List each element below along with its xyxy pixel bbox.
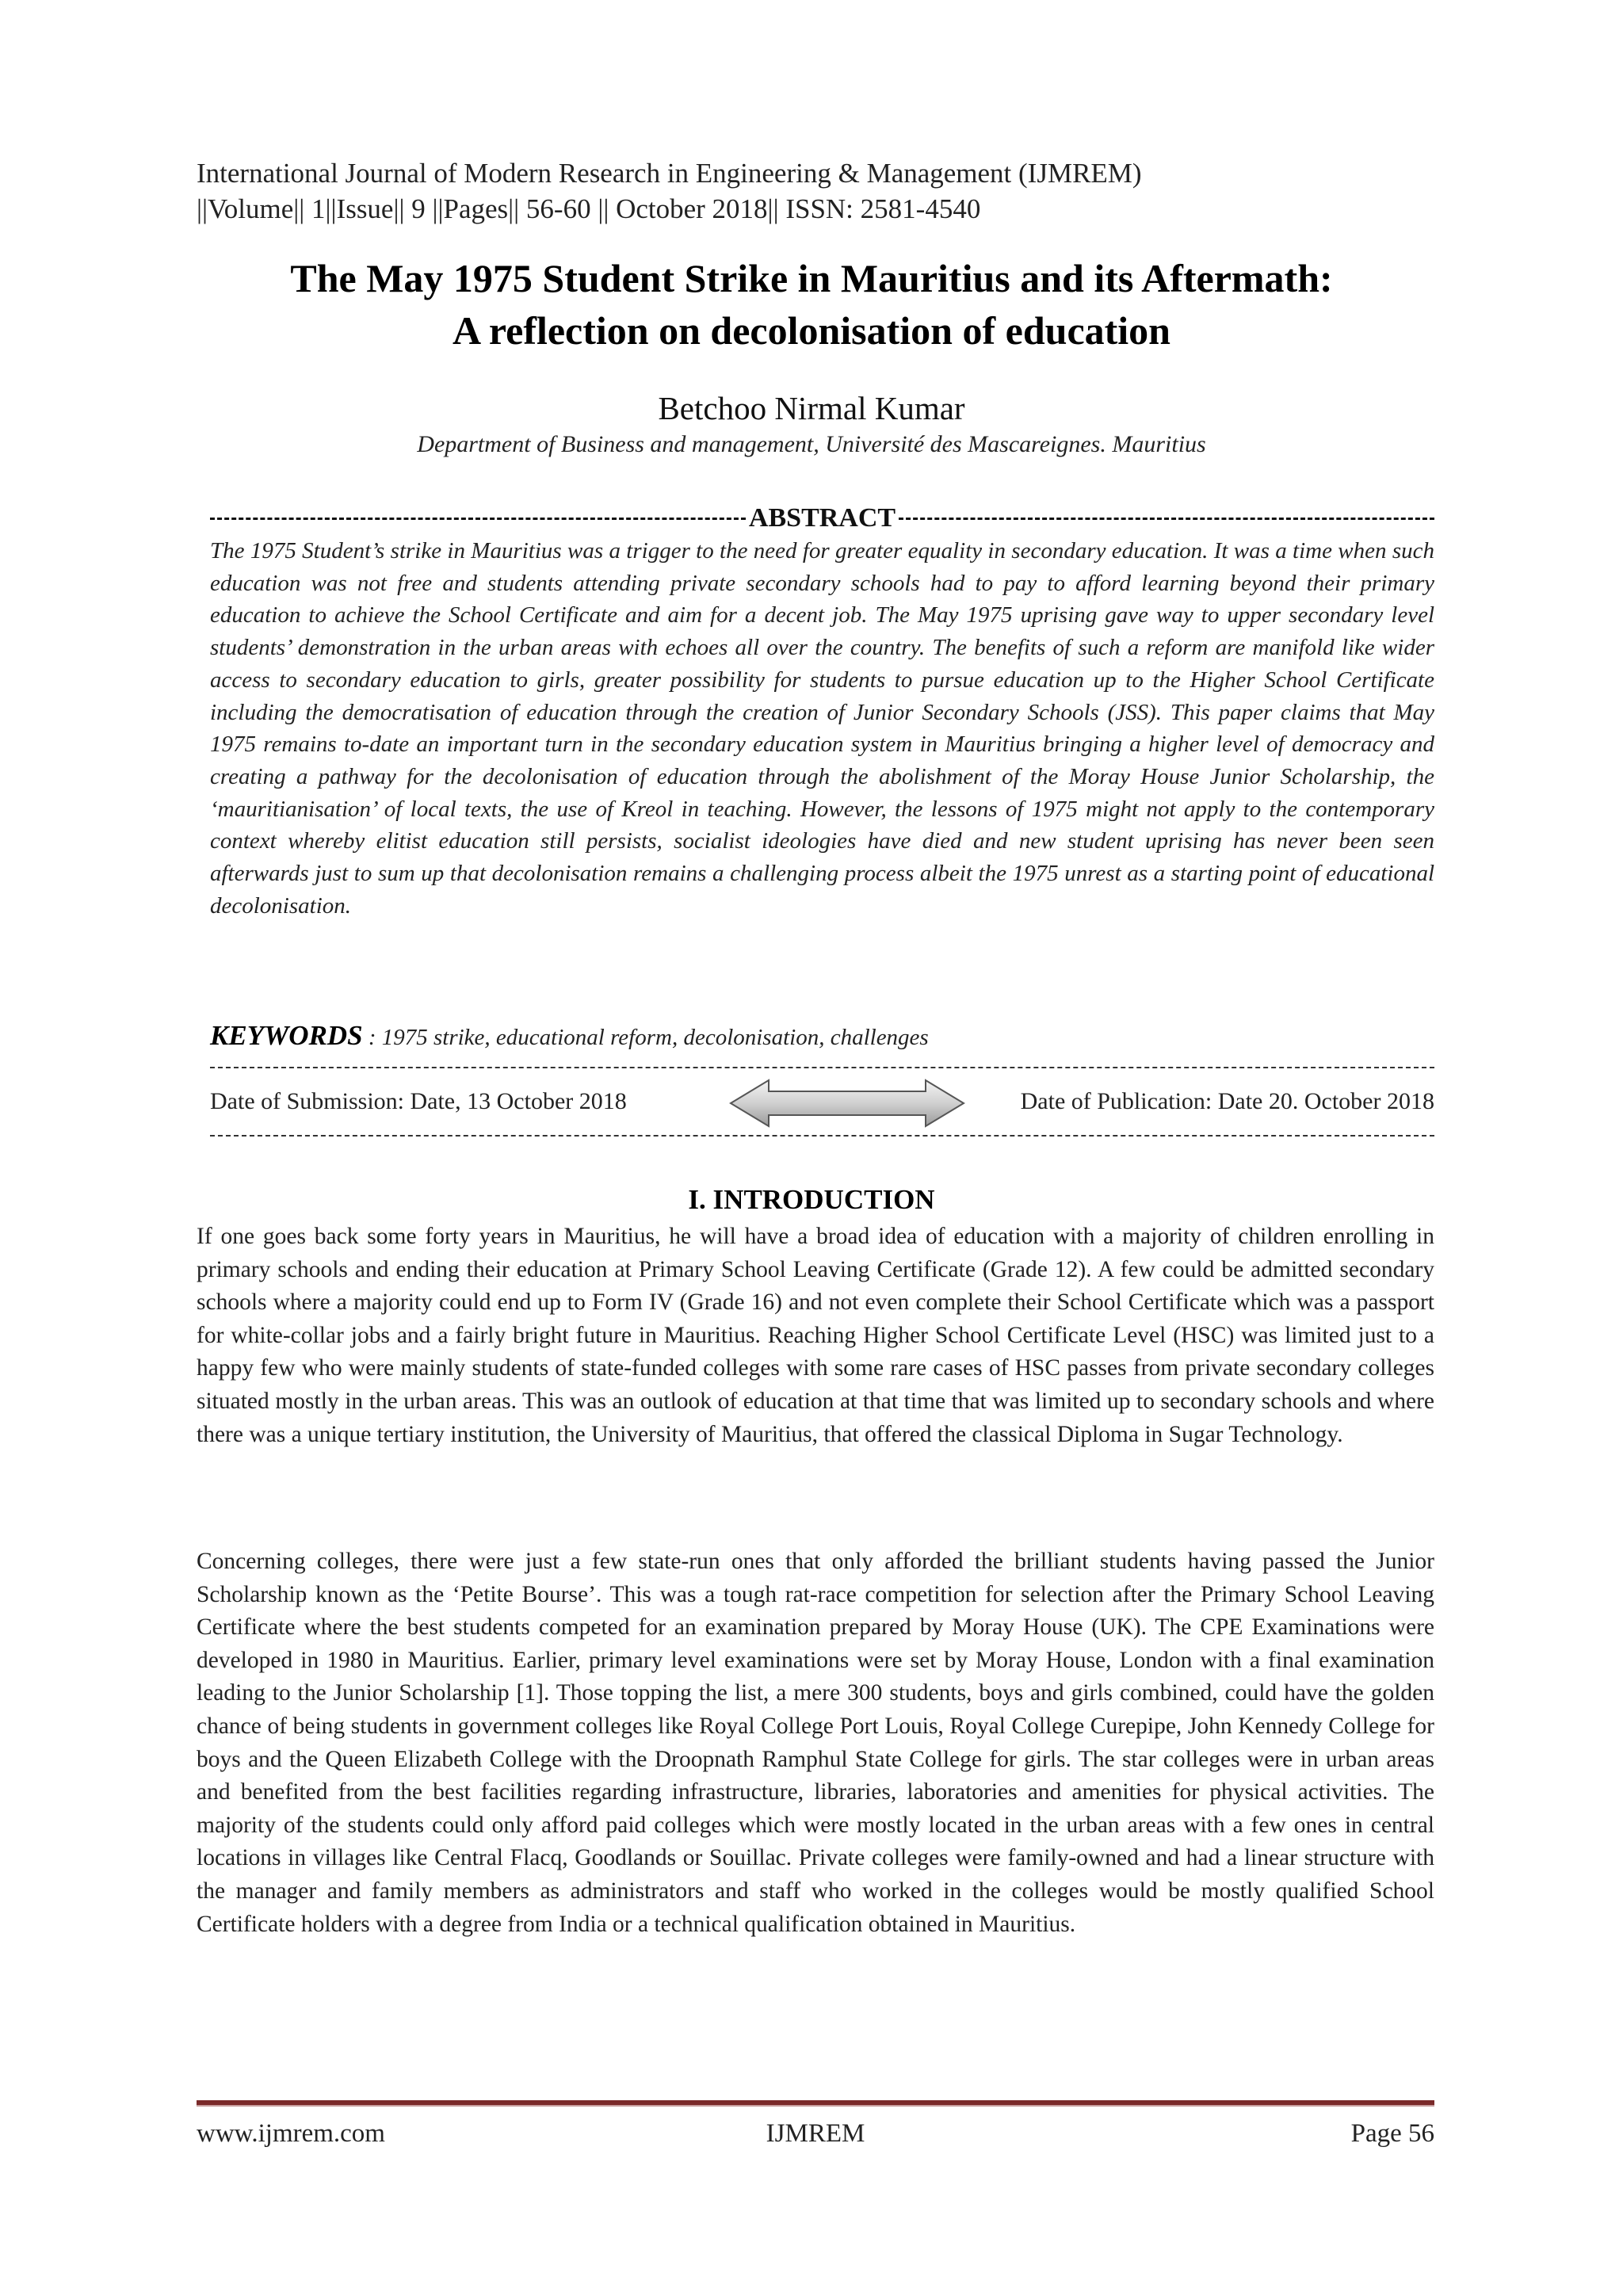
page-footer [197, 2115, 1434, 2153]
paper-title [0, 252, 1623, 357]
keywords-label: KEYWORDS [210, 1020, 363, 1051]
footer-rule [197, 2100, 1434, 2107]
footer-page-number: Page 56 [1350, 2119, 1434, 2148]
keywords-values: 1975 strike, educational reform, decolonisation, challenges [381, 1025, 929, 1050]
abstract-rule-right [899, 518, 1434, 520]
paper-title-line-2: A reflection on decolonisation of education [452, 308, 1170, 353]
author-name: Betchoo Nirmal Kumar [658, 390, 965, 426]
intro-paragraph-1: If one goes back some forty years in Mauritius, he will have a broad idea of education with a majority of children enrolling in primary schools and ending their education at Primary School Leaving Certificate (Grade 12). A few could be admitted secondary schools where a majority could end up to Form IV (Grade 16) and not even complete their School Certificate which was a passport for white-collar jobs and a fairly bright future in Mauritius. Reaching Higher School Certificate Level (HSC) was limited just to a happy few who were mainly students of state-funded colleges with some rare cases of HSC passes from private secondary colleges situated mostly in the urban areas. This was an outlook of education at that time that was limited up to secondary schools and where there was a unique tertiary institution, the University of Mauritius, that offered the classical Diploma in Sugar Technology. [197, 1224, 1434, 1447]
divider-top [210, 1067, 1434, 1068]
divider-bottom [210, 1135, 1434, 1137]
abstract-text: The 1975 Student’s strike in Mauritius was a trigger to the need for greater equality in secondary education. It was a time when such education was not free and students attending private secondary schools had to pay to afford learning beyond their primary education to achieve the School Certificate and aim for a decent job. The May 1975 uprising gave way to upper secondary level students’ demonstration in the urban areas with echoes all over the country. The benefits of such a reform are manifold like wider access to secondary education to girls, greater possibility for students to pursue education up to the Higher School Certificate including the democratisation of education through the creation of Junior Secondary Schools (JSS). This paper claims that May 1975 remains to-date an important turn in the secondary education system in Mauritius bringing a higher level of democracy and creating a pathway for the decolonisation of education through the abolishment of the Moray House Junior Scholarship, the ‘mauritianisation’ of local texts, the use of Kreol in teaching. However, the lessons of 1975 might not apply to the contemporary context whereby elitist education still persists, socialist ideologies have died and new student uprising has never been seen afterwards just to sum up that decolonisation remains a challenging process albeit the 1975 unrest as a starting point of educational decolonisation. [210, 538, 1434, 919]
keywords-separator: : [362, 1025, 382, 1050]
paper-title-line-1: The May 1975 Student Strike in Mauritius and its Aftermath: [290, 256, 1333, 300]
keywords-line [210, 1018, 1434, 1055]
intro-paragraph-2: Concerning colleges, there were just a few state-run ones that only afforded the brilliant students having passed the Junior Scholarship known as the ‘Petite Bourse’. This was a tough rat-race competition for selection after the Primary School Leaving Certificate where the best students competed for an examination prepared by Moray House (UK). The CPE Examinations were developed in 1980 in Mauritius. Earlier, primary level examinations were set by Moray House, London with a final examination leading to the Junior Scholarship [1]. Those topping the list, a mere 300 students, boys and girls combined, could have the golden chance of being students in government colleges like Royal College Port Louis, Royal College Curepipe, John Kennedy College for boys and the Queen Elizabeth College with the Droopnath Ramphul State College for girls. The star colleges were in urban areas and benefited from the best facilities regarding infrastructure, libraries, laboratories and amenities for physical activities. The majority of the students could only afford paid colleges which were mostly located in the urban areas with a few ones in central locations in villages like Central Flacq, Goodlands or Souillac. Private colleges were family-owned and had a linear structure with the manager and family members as administrators and staff who worked in the colleges would be mostly qualified School Certificate holders with a degree from India or a technical qualification obtained in Mauritius. [197, 1549, 1434, 1937]
abstract-heading [210, 501, 1434, 536]
journal-name: International Journal of Modern Research in Engineering & Management (IJMREM) [197, 158, 1142, 189]
abstract-label: ABSTRACT [748, 503, 896, 533]
footer-journal: IJMREM [766, 2119, 865, 2148]
publication-date: Date of Publication: Date 20. October 2018 [1020, 1088, 1434, 1114]
double-arrow-icon [729, 1078, 965, 1129]
journal-volume-info: ||Volume|| 1||Issue|| 9 ||Pages|| 56-60 || October 2018|| ISSN: 2581-4540 [197, 193, 981, 224]
footer-website: www.ijmrem.com [197, 2119, 385, 2148]
section-heading-introduction: I. INTRODUCTION [688, 1184, 935, 1215]
submission-date: Date of Submission: Date, 13 October 2018 [210, 1088, 627, 1114]
abstract-rule-left [210, 518, 746, 520]
dates-row [210, 1078, 1434, 1125]
author-affiliation: Department of Business and management, Université des Mascareignes. Mauritius [417, 431, 1206, 457]
journal-header [197, 155, 1142, 227]
